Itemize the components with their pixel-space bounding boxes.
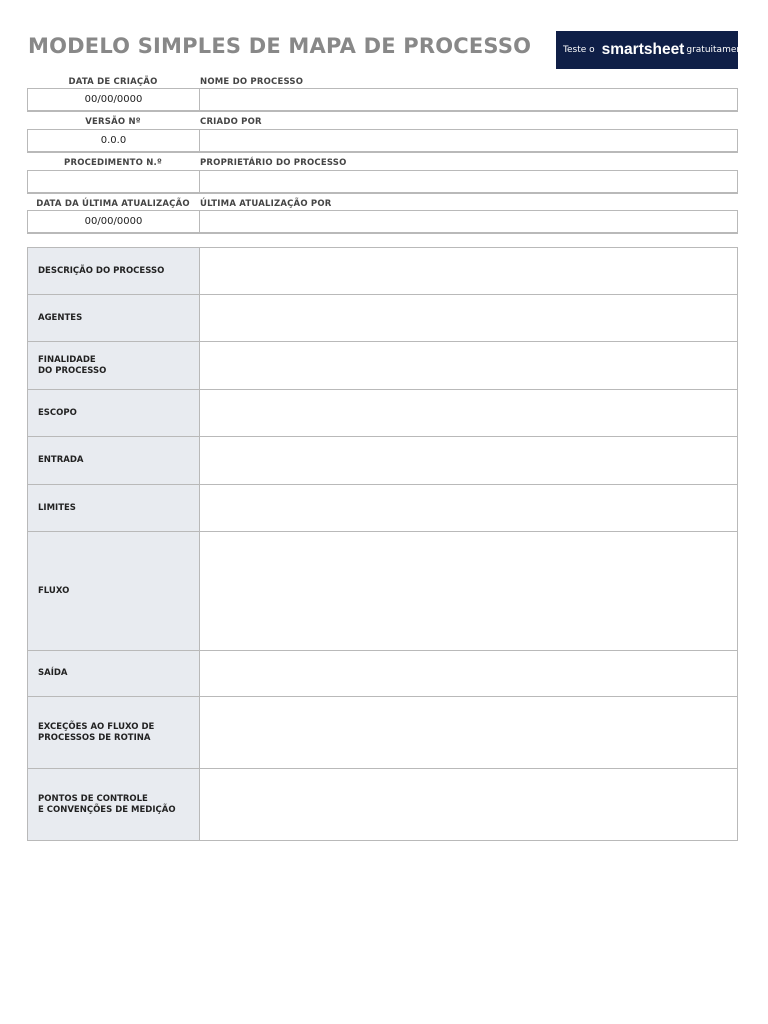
table-row <box>28 532 738 651</box>
section-label-purpose: FINALIDADE DO PROCESSO <box>28 342 200 390</box>
procedure-number-field[interactable] <box>28 171 200 192</box>
last-updated-by-field[interactable] <box>200 211 737 232</box>
section-value-description[interactable] <box>200 248 738 295</box>
section-value-limits[interactable] <box>200 485 738 532</box>
table-row <box>28 769 738 841</box>
table-row <box>28 437 738 485</box>
header-row-1 <box>27 88 738 112</box>
header-row-2 <box>27 129 738 153</box>
section-value-control-points[interactable] <box>200 769 738 841</box>
banner-post-text: gratuitamente <box>686 45 752 55</box>
version-label: VERSÃO Nº <box>85 117 141 127</box>
table-row <box>28 485 738 532</box>
process-name-field[interactable] <box>200 89 737 110</box>
created-by-label: CRIADO POR <box>200 117 262 127</box>
creation-date-field[interactable]: 00/00/0000 <box>28 89 200 110</box>
section-label-flow: FLUXO <box>28 532 200 651</box>
section-value-input[interactable] <box>200 437 738 485</box>
table-row <box>28 342 738 390</box>
table-row <box>28 295 738 342</box>
last-update-date-label: DATA DA ÚLTIMA ATUALIZAÇÃO <box>36 199 190 209</box>
section-label-agents: AGENTES <box>28 295 200 342</box>
section-value-flow[interactable] <box>200 532 738 651</box>
section-label-exceptions: EXCEÇÕES AO FLUXO DE PROCESSOS DE ROTINA <box>28 697 200 769</box>
section-label-description: DESCRIÇÃO DO PROCESSO <box>28 248 200 295</box>
page-title: MODELO SIMPLES DE MAPA DE PROCESSO <box>28 34 532 58</box>
created-by-field[interactable] <box>200 130 737 151</box>
table-row <box>28 390 738 437</box>
process-name-label: NOME DO PROCESSO <box>200 77 304 87</box>
version-field[interactable]: 0.0.0 <box>28 130 200 151</box>
last-update-date-field[interactable]: 00/00/0000 <box>28 211 200 232</box>
section-label-control-points: PONTOS DE CONTROLE E CONVENÇÕES DE MEDIÇÃO <box>28 769 200 841</box>
header-row-4 <box>27 210 738 234</box>
section-value-agents[interactable] <box>200 295 738 342</box>
banner-brand: smartsheet <box>601 41 685 58</box>
process-owner-label: PROPRIETÁRIO DO PROCESSO <box>200 158 347 168</box>
section-label-scope: ESCOPO <box>28 390 200 437</box>
section-label-limits: LIMITES <box>28 485 200 532</box>
smartsheet-trial-banner[interactable] <box>556 31 752 69</box>
table-row <box>28 697 738 769</box>
section-label-input: ENTRADA <box>28 437 200 485</box>
section-value-purpose[interactable] <box>200 342 738 390</box>
section-value-scope[interactable] <box>200 390 738 437</box>
header-row-3 <box>27 170 738 194</box>
table-row <box>28 651 738 697</box>
last-updated-by-label: ÚLTIMA ATUALIZAÇÃO POR <box>200 199 332 209</box>
section-value-output[interactable] <box>200 651 738 697</box>
section-value-exceptions[interactable] <box>200 697 738 769</box>
process-owner-field[interactable] <box>200 171 737 192</box>
procedure-number-label: PROCEDIMENTO N.º <box>64 158 162 168</box>
creation-date-label: DATA DE CRIAÇÃO <box>68 77 158 87</box>
section-label-output: SAÍDA <box>28 651 200 697</box>
table-row <box>28 248 738 295</box>
process-sections-table <box>27 247 738 841</box>
banner-pre-text: Teste o <box>563 45 595 55</box>
